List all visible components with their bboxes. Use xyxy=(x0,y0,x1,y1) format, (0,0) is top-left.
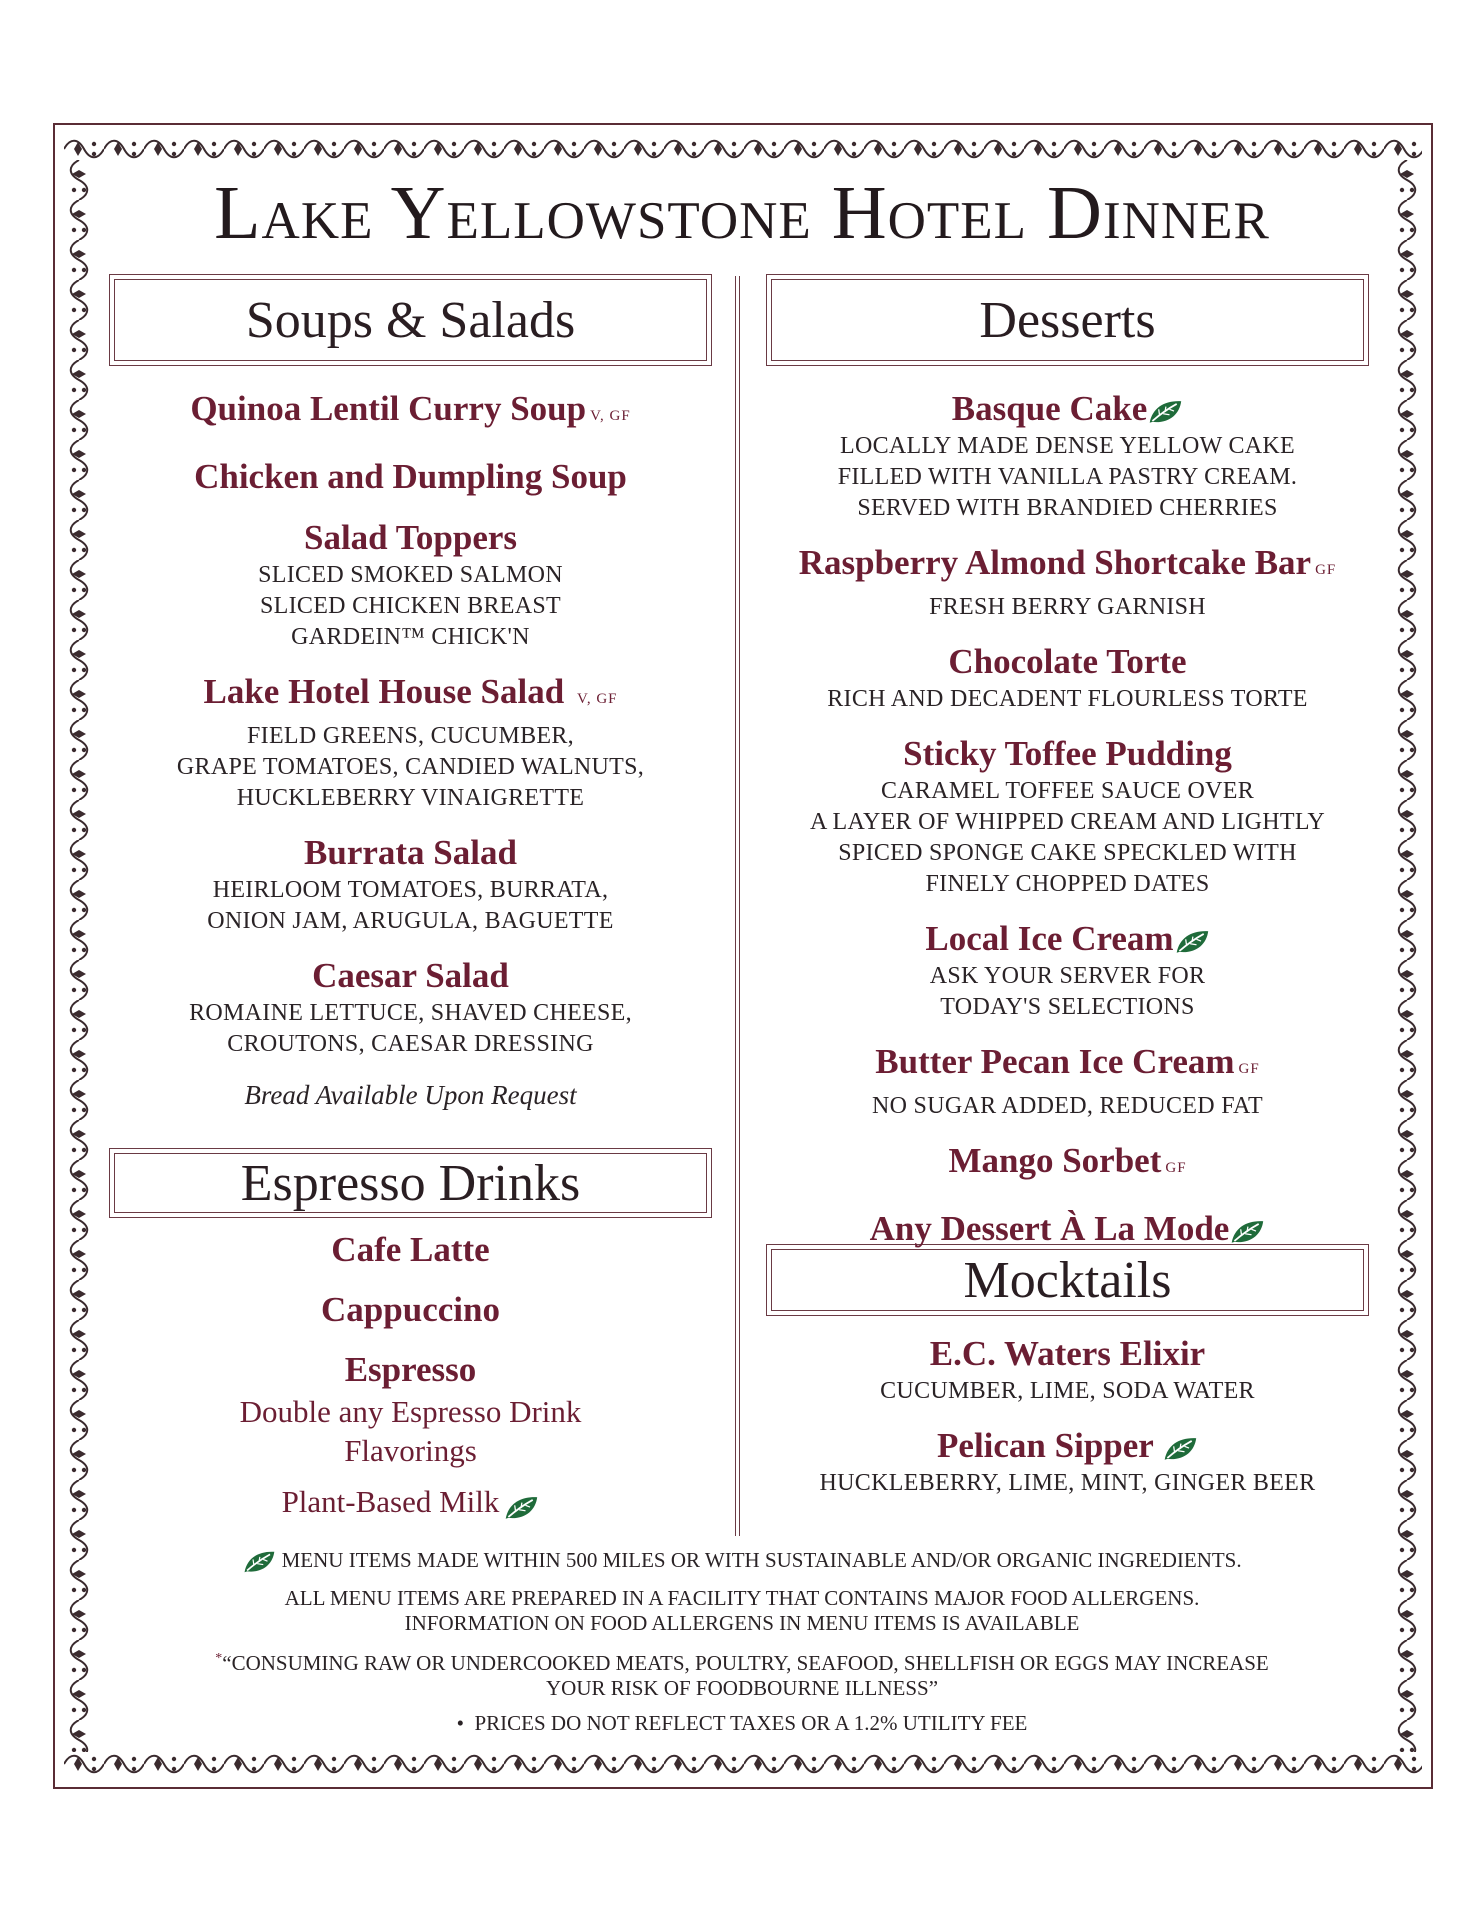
page-title: Lake Yellowstone Hotel Dinner xyxy=(214,171,1270,255)
menu-item xyxy=(109,954,712,1060)
item-description: ONION JAM, ARUGULA, BAGUETTE xyxy=(207,908,614,934)
top-vine-border xyxy=(64,136,1422,162)
item-description: NO SUGAR ADDED, REDUCED FAT xyxy=(871,1093,1263,1119)
leaf-icon xyxy=(242,1548,276,1576)
item-description: CARAMEL TOFFEE SAUCE OVER xyxy=(880,778,1255,804)
item-description: CROUTONS, CAESAR DRESSING xyxy=(227,1031,594,1057)
menu-item xyxy=(766,917,1369,1023)
item-description: A LAYER OF WHIPPED CREAM AND LIGHTLY xyxy=(809,809,1326,835)
item-description: RICH AND DECADENT FLOURLESS TORTE xyxy=(827,686,1308,712)
menu-item xyxy=(766,732,1369,900)
section-title: Espresso Drinks xyxy=(240,1154,581,1212)
column-divider xyxy=(735,276,740,1536)
item-description: ROMAINE LETTUCE, SHAVED CHEESE, xyxy=(189,1000,632,1026)
mocktails-list xyxy=(766,1332,1369,1499)
item-name: Chicken and Dumpling Soup xyxy=(194,457,627,496)
desserts-list xyxy=(766,387,1369,1251)
dietary-tag: V, GF xyxy=(576,691,618,707)
item-description: GARDEIN™ CHICK'N xyxy=(291,624,530,650)
item-description: HUCKLEBERRY VINAIGRETTE xyxy=(236,785,585,811)
menu-item xyxy=(766,640,1369,715)
leaf-icon xyxy=(1162,1435,1198,1463)
item-description: FILLED WITH VANILLA PASTRY CREAM. xyxy=(837,464,1298,490)
item-name: Cafe Latte xyxy=(331,1230,490,1269)
item-description: ASK YOUR SERVER FOR xyxy=(929,963,1206,989)
item-description: CUCUMBER, LIME, SODA WATER xyxy=(880,1378,1255,1404)
dietary-tag: V, GF xyxy=(590,408,631,424)
raw-warning: YOUR RISK OF FOODBOURNE ILLNESS” xyxy=(545,1676,939,1701)
right-vine-border xyxy=(1394,160,1420,1752)
item-name: Quinoa Lentil Curry Soup V, GF xyxy=(190,389,631,428)
item-name: Local Ice Cream xyxy=(766,917,1369,961)
item-name: Raspberry Almond Shortcake Bar GF xyxy=(798,543,1337,582)
section-title: Desserts xyxy=(979,291,1156,349)
item-name: Basque Cake xyxy=(766,387,1369,431)
item-name: Pelican Sipper xyxy=(766,1424,1369,1468)
item-name: Chocolate Torte xyxy=(948,642,1187,681)
item-description: FINELY CHOPPED DATES xyxy=(925,871,1210,897)
section-title: Soups & Salads xyxy=(245,291,576,349)
leaf-icon xyxy=(1147,398,1183,426)
item-name: Lake Hotel House Salad V, GF xyxy=(203,672,618,711)
menu-item xyxy=(766,1424,1369,1499)
menu-item xyxy=(766,1332,1369,1407)
item-description: TODAY'S SELECTIONS xyxy=(940,994,1195,1020)
prices-note: • PRICES DO NOT REFLECT TAXES OR A 1.2% UTILITY FEE xyxy=(456,1711,1028,1736)
item-description: FRESH BERRY GARNISH xyxy=(929,594,1206,620)
espresso-extra: Flavorings xyxy=(344,1433,477,1468)
item-name: Any Dessert À La Mode xyxy=(766,1207,1369,1251)
item-name: Salad Toppers xyxy=(303,518,518,557)
section-title: Mocktails xyxy=(963,1251,1172,1309)
sustainable-note: MENU ITEMS MADE WITHIN 500 MILES OR WITH SUSTAINABLE AND/OR ORGANIC INGREDIENTS. xyxy=(120,1548,1364,1576)
footer-notes xyxy=(120,1548,1364,1736)
menu-item xyxy=(766,1139,1369,1190)
menu-item xyxy=(109,1348,712,1392)
menu-item xyxy=(766,1207,1369,1251)
menu-item xyxy=(109,1288,712,1332)
leaf-icon xyxy=(503,1494,539,1522)
dietary-tag: GF xyxy=(1315,562,1337,578)
espresso-list xyxy=(109,1228,712,1522)
menu-item xyxy=(109,670,712,814)
bread-note: Bread Available Upon Request xyxy=(244,1080,577,1110)
menu-item xyxy=(109,1228,712,1272)
menu-item xyxy=(766,387,1369,524)
leaf-icon xyxy=(1229,1218,1265,1246)
item-name: Butter Pecan Ice Cream GF xyxy=(875,1042,1260,1081)
plant-milk-option: Plant-Based Milk xyxy=(109,1482,712,1522)
item-name: Cappuccino xyxy=(321,1290,500,1329)
item-name: Burrata Salad xyxy=(304,833,517,872)
item-description: SERVED WITH BRANDIED CHERRIES xyxy=(857,495,1278,521)
menu-item xyxy=(109,831,712,937)
menu-item xyxy=(766,1040,1369,1122)
item-name: Mango Sorbet GF xyxy=(948,1141,1187,1180)
item-name: Sticky Toffee Pudding xyxy=(903,734,1232,773)
dietary-tag: GF xyxy=(1165,1160,1187,1176)
item-description: SLICED SMOKED SALMON xyxy=(258,562,563,588)
allergen-note: ALL MENU ITEMS ARE PREPARED IN A FACILITY THAT CONTAINS MAJOR FOOD ALLERGENS. xyxy=(284,1586,1200,1611)
menu-item xyxy=(109,516,712,653)
item-description: SPICED SPONGE CAKE SPECKLED WITH xyxy=(838,840,1297,866)
menu-item xyxy=(109,455,712,499)
menu-item xyxy=(766,541,1369,623)
menu-item xyxy=(109,387,712,438)
bottom-vine-border xyxy=(64,1751,1422,1777)
soups-salads-list xyxy=(109,387,712,1111)
item-description: LOCALLY MADE DENSE YELLOW CAKE xyxy=(840,433,1295,459)
item-description: SLICED CHICKEN BREAST xyxy=(260,593,561,619)
soups-salads-header xyxy=(109,274,712,366)
item-description: GRAPE TOMATOES, CANDIED WALNUTS, xyxy=(176,754,645,780)
item-name: Espresso xyxy=(344,1350,477,1389)
allergen-note: INFORMATION ON FOOD ALLERGENS IN MENU ITEMS IS AVAILABLE xyxy=(404,1611,1080,1636)
desserts-header xyxy=(766,274,1369,366)
item-description: FIELD GREENS, CUCUMBER, xyxy=(247,723,574,749)
item-description: HEIRLOOM TOMATOES, BURRATA, xyxy=(212,877,609,903)
espresso-extra: Double any Espresso Drink xyxy=(239,1394,582,1429)
espresso-header xyxy=(109,1148,712,1218)
raw-warning: *“CONSUMING RAW OR UNDERCOOKED MEATS, POULTRY, SEAFOOD, SHELLFISH OR EGGS MAY INCREASE xyxy=(215,1651,1269,1676)
item-name: Caesar Salad xyxy=(312,956,509,995)
item-name: E.C. Waters Elixir xyxy=(929,1334,1206,1373)
mocktails-header xyxy=(766,1244,1369,1316)
item-description: HUCKLEBERRY, LIME, MINT, GINGER BEER xyxy=(819,1470,1316,1496)
dietary-tag: GF xyxy=(1238,1061,1260,1077)
left-vine-border xyxy=(66,160,92,1752)
leaf-icon xyxy=(1174,928,1210,956)
